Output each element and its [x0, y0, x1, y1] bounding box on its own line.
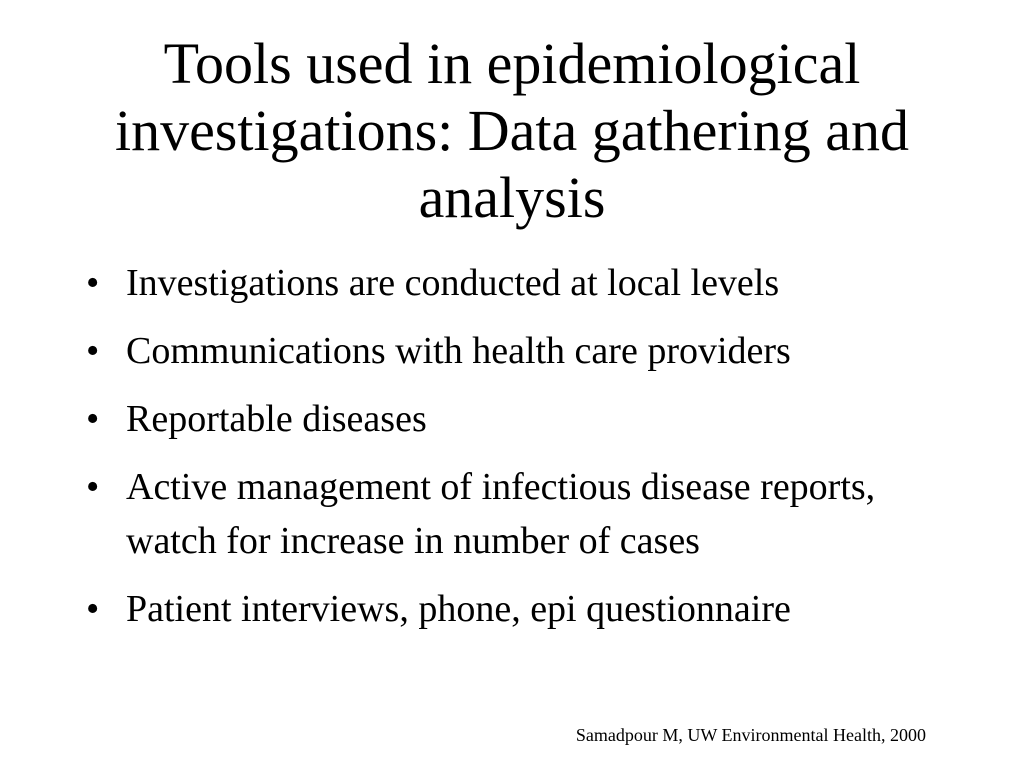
bullet-item [86, 256, 966, 310]
bullet-marker: • [86, 262, 100, 304]
bullet-item [86, 392, 966, 446]
bullet-text: Investigations are conducted at local levels [126, 262, 780, 304]
bullet-item [86, 460, 966, 568]
bullet-marker: • [86, 588, 100, 630]
bullet-marker: • [86, 398, 100, 440]
bullet-text: Reportable diseases [126, 398, 427, 440]
citation: Samadpour M, UW Environmental Health, 2000 [575, 725, 926, 745]
bullet-marker: • [86, 330, 100, 372]
bullet-item [86, 324, 966, 378]
bullet-list [86, 256, 966, 650]
bullet-text: Communications with health care providers [126, 330, 791, 372]
bullet-text: Patient interviews, phone, epi questionnaire [126, 588, 791, 630]
slide-title: Tools used in epidemiological investigations: Data gathering and analysis [114, 31, 910, 230]
bullet-marker: • [86, 466, 100, 508]
bullet-text: Active management of infectious disease reports, watch for increase in number of cases [126, 466, 876, 562]
bullet-item [86, 582, 966, 636]
